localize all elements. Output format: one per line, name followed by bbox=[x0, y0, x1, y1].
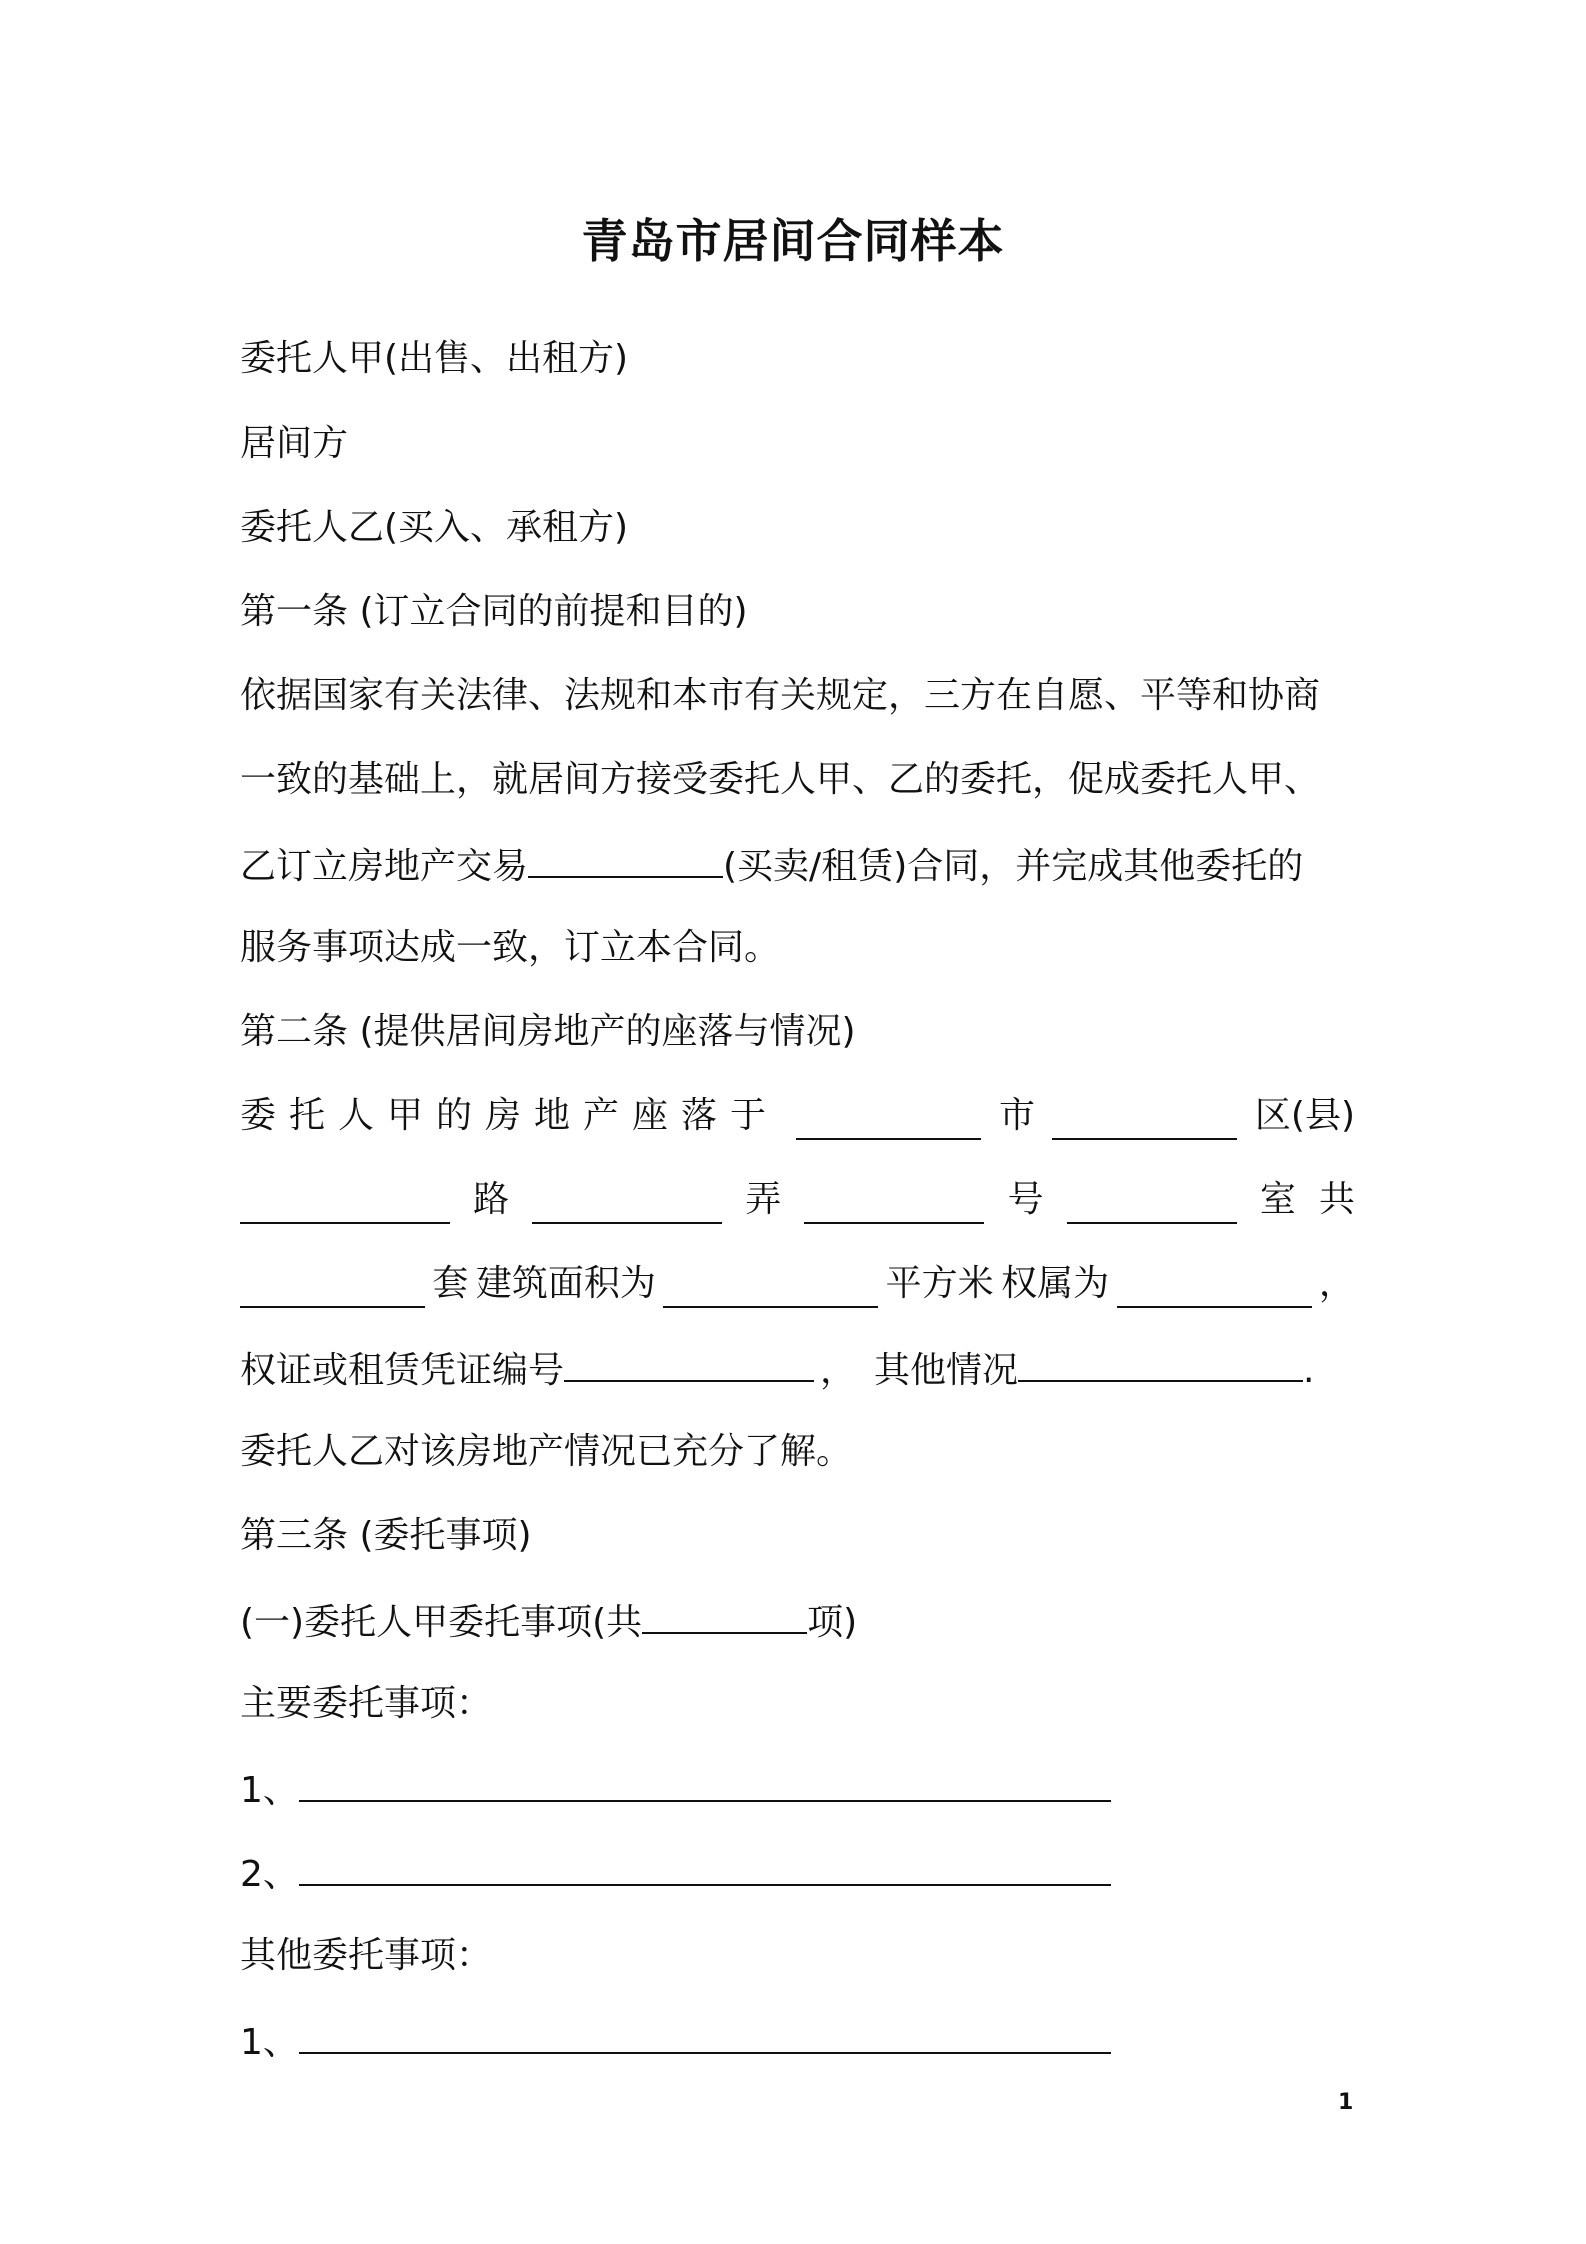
main-item-2 bbox=[240, 1848, 1111, 1899]
other-items-heading: 其他委托事项： bbox=[240, 1935, 493, 1976]
blank-other-item-1 bbox=[299, 2016, 1111, 2054]
article-3-title: 第三条 (委托事项) bbox=[240, 1515, 532, 1556]
text-segment: . bbox=[1303, 1350, 1315, 1391]
article-2-location-line-2 bbox=[240, 1176, 1355, 1224]
blank-ownership bbox=[1117, 1270, 1312, 1308]
text-segment: 号 bbox=[1007, 1179, 1044, 1220]
article-1-title: 第一条 (订立合同的前提和目的) bbox=[240, 591, 748, 632]
blank-item-count bbox=[642, 1596, 807, 1634]
text-segment: 委托人甲的房地产座落于 bbox=[240, 1095, 780, 1136]
text-segment: 乙订立房地产交易 bbox=[240, 846, 529, 887]
article-2-location-line-4 bbox=[240, 1344, 1315, 1395]
text-segment: 其他情况 bbox=[874, 1350, 1019, 1391]
blank-sets bbox=[240, 1270, 425, 1308]
other-item-1 bbox=[240, 2016, 1111, 2067]
text-segment: 路 bbox=[473, 1179, 510, 1220]
document-title: 青岛市居间合同样本 bbox=[581, 214, 1005, 268]
article-2-location-line-1 bbox=[240, 1092, 1355, 1140]
text-segment: (买卖/租赁)合同，并完成其他委托的 bbox=[723, 846, 1304, 887]
text-segment: 建筑面积为 bbox=[475, 1263, 656, 1304]
blank-main-item-1 bbox=[299, 1764, 1111, 1802]
blank-other-info bbox=[1018, 1344, 1303, 1382]
party-b-line: 委托人乙(买入、承租方) bbox=[240, 507, 629, 548]
text-segment: 1、 bbox=[240, 1770, 299, 1811]
text-segment: 2、 bbox=[240, 1854, 299, 1895]
text-segment: ， bbox=[1318, 1263, 1355, 1304]
text-segment: (一)委托人甲委托事项(共 bbox=[240, 1602, 643, 1643]
article-1-para-line-2: 一致的基础上，就居间方接受委托人甲、乙的委托，促成委托人甲、 bbox=[240, 759, 1321, 800]
text-segment: 权证或租赁凭证编号 bbox=[240, 1350, 565, 1391]
main-item-1 bbox=[240, 1764, 1111, 1815]
blank-number bbox=[804, 1186, 984, 1224]
text-segment: 室 bbox=[1259, 1179, 1296, 1220]
article-1-para-line-3 bbox=[240, 840, 1303, 891]
blank-room bbox=[1067, 1186, 1237, 1224]
article-3-party-a-items bbox=[240, 1596, 857, 1647]
text-segment: 权属为 bbox=[1001, 1263, 1110, 1304]
party-a-line: 委托人甲(出售、出租方) bbox=[240, 338, 629, 379]
article-2-location-line-3 bbox=[240, 1260, 1355, 1308]
article-1-para-line-4: 服务事项达成一致，订立本合同。 bbox=[240, 927, 781, 968]
text-segment: ， bbox=[820, 1350, 857, 1391]
blank-district bbox=[1052, 1102, 1237, 1140]
text-segment: 弄 bbox=[745, 1179, 782, 1220]
text-segment: 市 bbox=[998, 1095, 1035, 1136]
blank-area bbox=[663, 1270, 878, 1308]
text-segment: 平方米 bbox=[885, 1263, 994, 1304]
blank-lane bbox=[532, 1186, 722, 1224]
blank-city bbox=[796, 1102, 981, 1140]
article-2-para-end: 委托人乙对该房地产情况已充分了解。 bbox=[240, 1431, 853, 1472]
text-segment: 共 bbox=[1318, 1179, 1355, 1220]
article-1-para-line-1: 依据国家有关法律、法规和本市有关规定，三方在自愿、平等和协商 bbox=[240, 675, 1321, 716]
blank-main-item-2 bbox=[299, 1848, 1111, 1886]
text-segment: 区(县) bbox=[1254, 1095, 1355, 1136]
text-segment: 项) bbox=[807, 1602, 858, 1643]
article-2-title: 第二条 (提供居间房地产的座落与情况) bbox=[240, 1011, 856, 1052]
blank-transaction-type bbox=[528, 840, 723, 878]
text-segment: 1、 bbox=[240, 2022, 299, 2063]
text-segment: 套 bbox=[432, 1263, 469, 1304]
main-items-heading: 主要委托事项： bbox=[240, 1683, 493, 1724]
blank-road bbox=[240, 1186, 450, 1224]
blank-certificate-number bbox=[564, 1344, 814, 1382]
page-number: 1 bbox=[1338, 2090, 1354, 2115]
intermediary-line: 居间方 bbox=[240, 423, 349, 464]
